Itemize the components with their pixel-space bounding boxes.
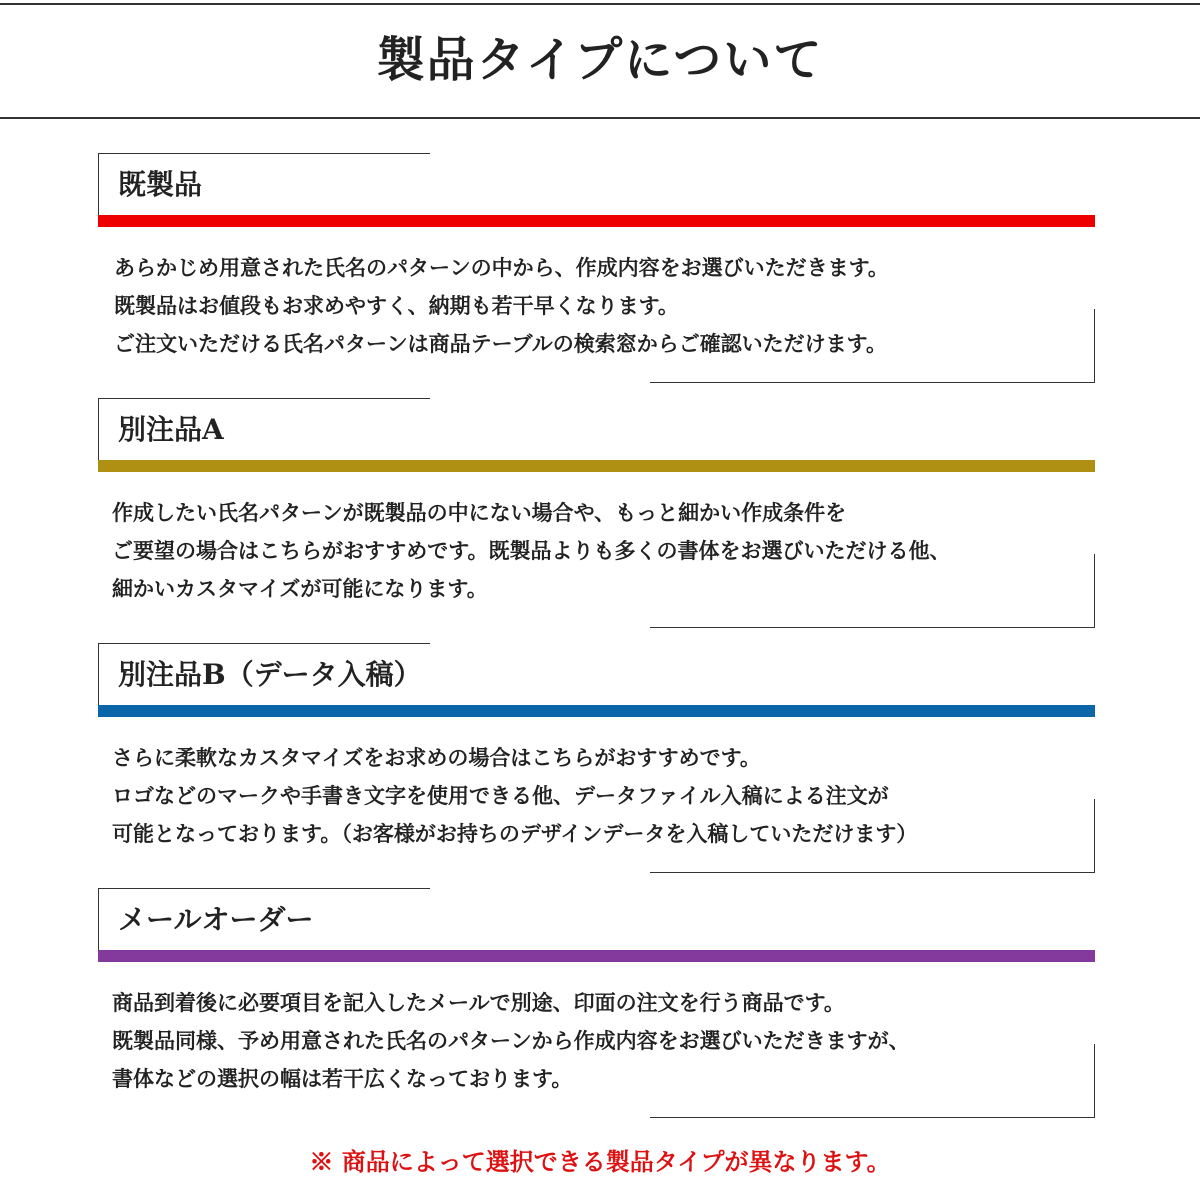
section-text-line: さらに柔軟なカスタマイズをお求めの場合はこちらがおすすめです。 bbox=[112, 745, 761, 770]
section-text-line: 作成したい氏名パターンが既製品の中にない場合や、もっと細かい作成条件を bbox=[112, 500, 847, 525]
section-frame-top bbox=[98, 398, 430, 399]
section-color-bar bbox=[98, 705, 1095, 717]
section-frame-right bbox=[1094, 1044, 1095, 1118]
section-frame-right bbox=[1094, 554, 1095, 628]
section-frame-left bbox=[98, 398, 99, 460]
section-ready-made bbox=[98, 153, 1095, 383]
section-mail-order bbox=[98, 888, 1095, 1118]
footer-note: ※ 商品によって選択できる製品タイプが異なります。 bbox=[309, 1147, 891, 1176]
section-text-line: 可能となっております。（お客様がお持ちのデザインデータを入稿していただけます） bbox=[112, 821, 918, 846]
section-text-line: 商品到着後に必要項目を記入したメールで別途、印面の注文を行う商品です。 bbox=[112, 990, 845, 1015]
section-frame-left bbox=[98, 888, 99, 950]
section-frame-top bbox=[98, 888, 430, 889]
section-text-line: ご要望の場合はこちらがおすすめです。既製品よりも多くの書体をお選びいただける他、 bbox=[112, 538, 951, 563]
section-frame-bottom bbox=[650, 1117, 1095, 1118]
section-color-bar bbox=[98, 215, 1095, 227]
section-custom-a bbox=[98, 398, 1095, 628]
section-frame-bottom bbox=[650, 872, 1095, 873]
section-text-line: 既製品同様、予め用意された氏名のパターンから作成内容をお選びいただきますが、 bbox=[112, 1028, 910, 1053]
section-frame-top bbox=[98, 153, 430, 154]
title-rule bbox=[0, 117, 1200, 119]
section-text-line: 書体などの選択の幅は若干広くなっております。 bbox=[112, 1066, 573, 1091]
section-frame-right bbox=[1094, 309, 1095, 383]
section-text-line: ご注文いただける氏名パターンは商品テーブルの検索窓からご確認いただけます。 bbox=[114, 331, 888, 356]
section-frame-bottom bbox=[650, 627, 1095, 628]
section-heading: 別注品B（データ入稿） bbox=[118, 658, 422, 691]
section-frame-left bbox=[98, 643, 99, 705]
section-frame-top bbox=[98, 643, 430, 644]
section-heading: 別注品A bbox=[118, 413, 224, 446]
section-heading: メールオーダー bbox=[118, 903, 314, 936]
section-color-bar bbox=[98, 460, 1095, 472]
section-custom-b-data bbox=[98, 643, 1095, 873]
section-text-line: あらかじめ用意された氏名のパターンの中から、作成内容をお選びいただきます。 bbox=[114, 255, 889, 280]
section-text-line: ロゴなどのマークや手書き文字を使用できる他、データファイル入稿による注文が bbox=[112, 783, 889, 808]
section-text-line: 細かいカスタマイズが可能になります。 bbox=[112, 576, 488, 601]
section-frame-left bbox=[98, 153, 99, 215]
section-body bbox=[112, 494, 1082, 608]
top-rule bbox=[0, 3, 1200, 5]
section-body bbox=[112, 739, 1082, 853]
section-body bbox=[114, 249, 1084, 363]
section-frame-bottom bbox=[650, 382, 1095, 383]
section-body bbox=[112, 984, 1082, 1098]
section-text-line: 既製品はお値段もお求めやすく、納期も若干早くなります。 bbox=[114, 293, 679, 318]
section-color-bar bbox=[98, 950, 1095, 962]
section-heading: 既製品 bbox=[118, 168, 203, 201]
page-title: 製品タイプについて bbox=[376, 32, 824, 88]
section-frame-right bbox=[1094, 799, 1095, 873]
